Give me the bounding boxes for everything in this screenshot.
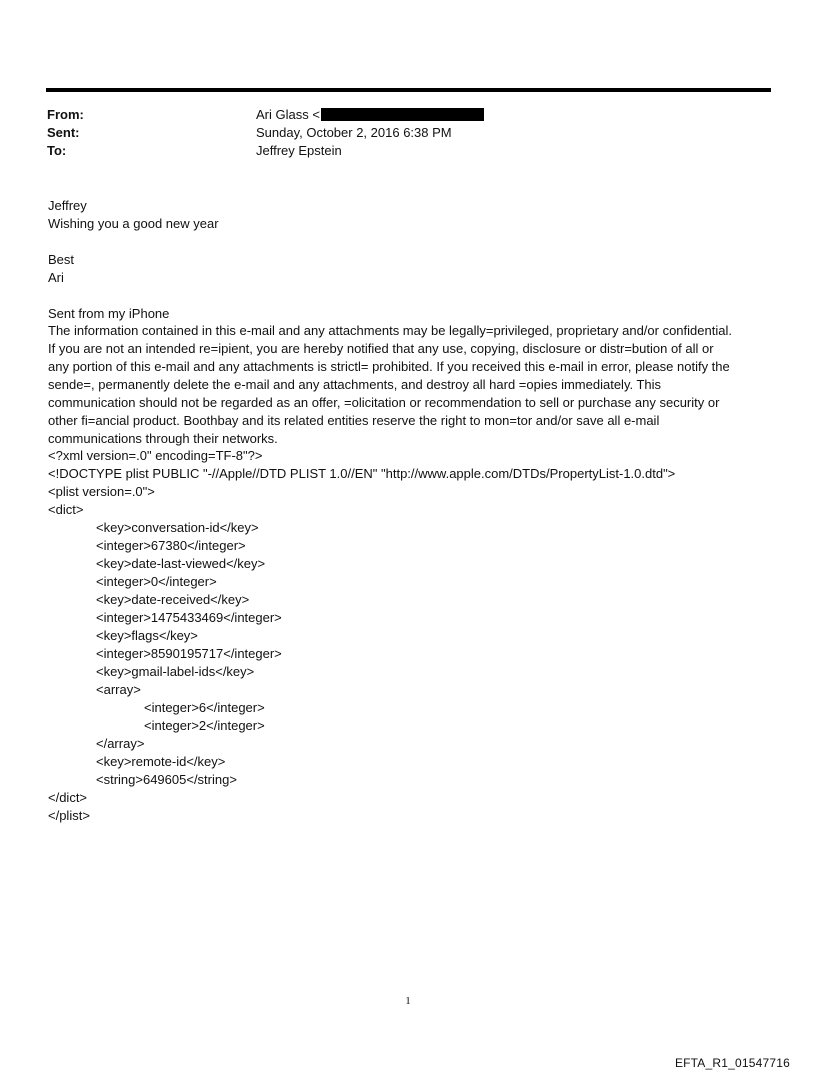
page-number: 1: [405, 995, 411, 1007]
plist-line: <plist version=.0">: [48, 484, 155, 499]
plist-line: <key>flags</key>: [96, 628, 198, 643]
plist-line: <integer>0</integer>: [96, 574, 217, 589]
from-value: [256, 106, 484, 124]
to-value: Jeffrey Epstein: [256, 143, 342, 158]
plist-line: <key>remote-id</key>: [96, 754, 226, 769]
to-label: To:: [47, 143, 67, 158]
plist-line: <dict>: [48, 502, 84, 517]
greeting: Jeffrey: [48, 198, 87, 213]
sent-label: Sent:: [47, 125, 80, 140]
plist-line: <key>date-received</key>: [96, 592, 250, 607]
disclaimer-line: communications through their networks.: [48, 431, 278, 446]
plist-line: <integer>6</integer>: [144, 700, 265, 715]
from-sender: Ari Glass <: [256, 107, 320, 122]
plist-line: </array>: [96, 736, 145, 751]
plist-line: <integer>2</integer>: [144, 718, 265, 733]
disclaimer-line: communication should not be regarded as an offer, =olicitation or recommendation to sell or purchase any security or: [48, 395, 720, 410]
disclaimer-line: other fi=ancial product. Boothbay and its related entities reserve the right to mon=tor and/or save all e-mail: [48, 413, 660, 428]
document-id: EFTA_R1_01547716: [674, 1056, 790, 1070]
plist-line: <integer>67380</integer>: [96, 538, 246, 553]
plist-line: </dict>: [48, 790, 88, 805]
header-divider: [46, 88, 771, 92]
plist-line: </plist>: [48, 808, 90, 823]
closing: Best: [48, 252, 75, 267]
plist-line: <string>649605</string>: [96, 772, 237, 787]
plist-line: <key>date-last-viewed</key>: [96, 556, 266, 571]
plist-line: <key>gmail-label-ids</key>: [96, 664, 255, 679]
plist-line: <integer>8590195717</integer>: [96, 646, 282, 661]
sent-from: Sent from my iPhone: [48, 306, 170, 321]
sent-value: Sunday, October 2, 2016 6:38 PM: [256, 125, 452, 140]
plist-line: <key>conversation-id</key>: [96, 520, 259, 535]
signature: Ari: [48, 270, 64, 285]
disclaimer-line: The information contained in this e-mail and any attachments may be legally=privileged, proprietary and/or confidential.: [48, 323, 732, 338]
plist-line: <array>: [96, 682, 141, 697]
plist-line: <integer>1475433469</integer>: [96, 610, 282, 625]
message: Wishing you a good new year: [48, 216, 219, 231]
disclaimer-line: If you are not an intended re=ipient, you are hereby notified that any use, copying, disclosure or distr=bution of all or: [48, 341, 714, 356]
disclaimer-line: any portion of this e-mail and any attachments is strictl= prohibited. If you received this e-mail in error, please notify the: [48, 359, 730, 374]
disclaimer-line: sende=, permanently delete the e-mail and any attachments, and destroy all hard =opies immediately. This: [48, 377, 662, 392]
from-label: From:: [47, 107, 84, 122]
redaction-block: [321, 108, 484, 121]
plist-line: <?xml version=.0" encoding=TF-8"?>: [48, 448, 263, 463]
plist-line: <!DOCTYPE plist PUBLIC "-//Apple//DTD PLIST 1.0//EN" "http://www.apple.com/DTDs/PropertyList-1.0.dtd">: [48, 466, 676, 481]
